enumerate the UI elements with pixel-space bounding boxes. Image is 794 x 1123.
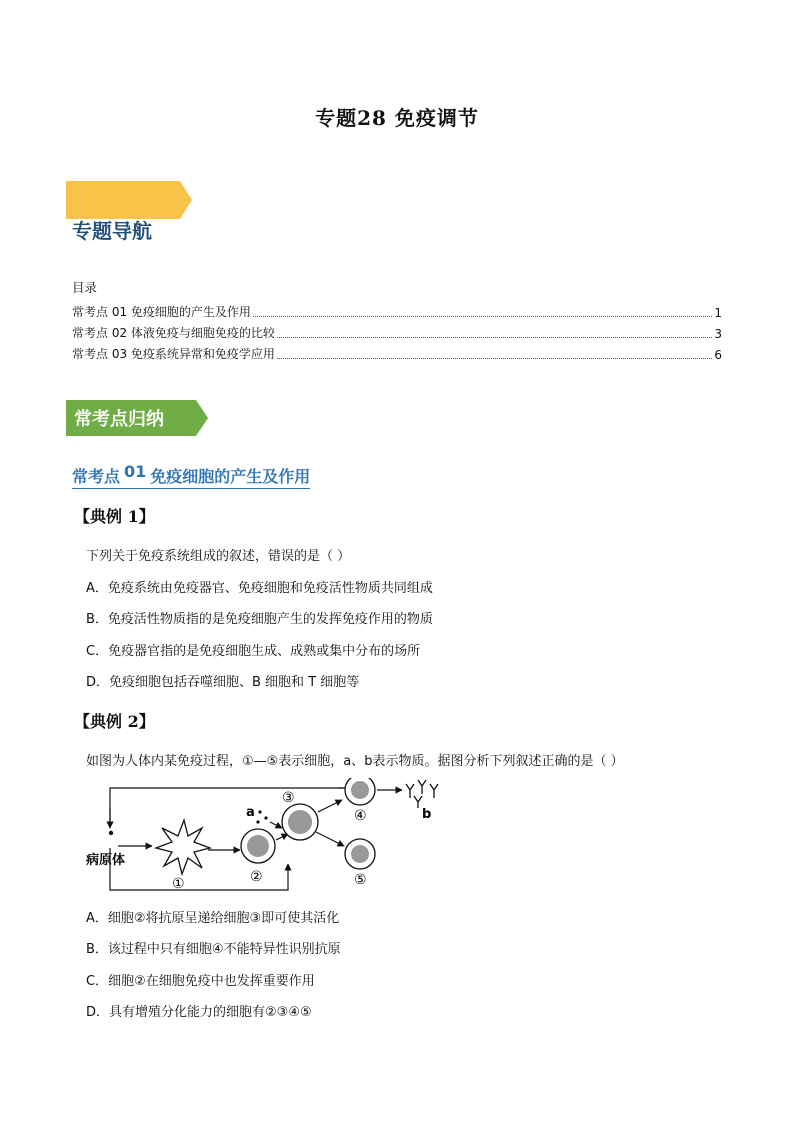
example-2-label: 【典例 2】 bbox=[74, 712, 155, 731]
cell-3-nucleus bbox=[288, 810, 312, 834]
cell-5-label: ⑤ bbox=[354, 872, 367, 888]
toc-item-page: 3 bbox=[714, 327, 722, 341]
key-point-prefix: 常考点 bbox=[72, 467, 121, 486]
cell-4-label: ④ bbox=[354, 808, 367, 824]
example-1-option-c: C．免疫器官指的是免疫细胞生成、成熟或集中分布的场所 bbox=[86, 644, 421, 659]
cell-3-label: ③ bbox=[282, 790, 295, 806]
toc-item-1[interactable] bbox=[72, 304, 722, 320]
topic-nav-banner bbox=[66, 181, 192, 219]
example-1-option-a: A．免疫系统由免疫器官、免疫细胞和免疫活性物质共同组成 bbox=[86, 581, 433, 596]
cell-2-label: ② bbox=[250, 869, 263, 885]
pathogen-label: 病原体 bbox=[86, 853, 126, 868]
example-2-option-d: D．具有增殖分化能力的细胞有②③④⑤ bbox=[86, 1005, 312, 1020]
page-title: 专题28 免疫调节 bbox=[315, 106, 479, 130]
cell-1-label: ① bbox=[172, 876, 185, 892]
cell-5-nucleus bbox=[351, 845, 369, 863]
toc-item-label: 常考点 03 免疫系统异常和免疫学应用 bbox=[72, 347, 275, 361]
example-1-option-d: D．免疫细胞包括吞噬细胞、B 细胞和 T 细胞等 bbox=[86, 675, 360, 690]
cell-2-nucleus bbox=[247, 835, 269, 857]
toc-item-label: 常考点 02 体液免疫与细胞免疫的比较 bbox=[72, 326, 275, 340]
toc-leader bbox=[277, 337, 712, 338]
arrow-cell-3-to-cell-4 bbox=[318, 800, 342, 812]
example-1-option-b: B．免疫活性物质指的是免疫细胞产生的发挥免疫作用的物质 bbox=[86, 612, 433, 627]
topic-nav-heading: 专题导航 bbox=[72, 219, 152, 243]
key-point-name: 免疫细胞的产生及作用 bbox=[150, 467, 311, 486]
pathogen-dot bbox=[109, 831, 113, 835]
toc-leader bbox=[253, 316, 712, 317]
key-point-number: 01 bbox=[124, 462, 147, 481]
substance-a-label: a bbox=[246, 805, 255, 820]
feedback-loop-lines bbox=[110, 788, 344, 890]
arrow-a-to-cell-3 bbox=[270, 822, 282, 828]
example-1-stem: 下列关于免疫系统组成的叙述，错误的是（ ） bbox=[86, 549, 351, 564]
example-2-option-b: B．该过程中只有细胞④不能特异性识别抗原 bbox=[86, 942, 341, 957]
toc-heading: 目录 bbox=[72, 280, 98, 295]
dendritic-cell-1 bbox=[156, 820, 210, 874]
example-2-stem: 如图为人体内某免疫过程，①—⑤表示细胞，a、b表示物质。据图分析下列叙述正确的是（ ） bbox=[86, 754, 624, 769]
toc-item-3[interactable] bbox=[72, 346, 722, 362]
example-2-option-c: C．细胞②在细胞免疫中也发挥重要作用 bbox=[86, 974, 315, 989]
antibody-b-shapes bbox=[406, 780, 438, 808]
substance-a-particles bbox=[256, 810, 267, 823]
substance-b-label: b bbox=[422, 807, 432, 822]
key-point-01-title bbox=[72, 464, 310, 489]
cell-4-nucleus bbox=[351, 781, 369, 799]
immune-process-diagram bbox=[84, 778, 464, 896]
toc-leader bbox=[277, 358, 712, 359]
key-points-heading: 常考点归纳 bbox=[74, 409, 164, 430]
toc-item-label: 常考点 01 免疫细胞的产生及作用 bbox=[72, 305, 251, 319]
arrow-cell-3-to-cell-5 bbox=[316, 832, 344, 846]
toc-item-2[interactable] bbox=[72, 325, 722, 341]
arrow-cell-2-to-cell-3 bbox=[276, 834, 288, 840]
toc-item-page: 6 bbox=[714, 348, 722, 362]
example-1-label: 【典例 1】 bbox=[74, 507, 155, 526]
toc-item-page: 1 bbox=[714, 306, 722, 320]
example-2-option-a: A．细胞②将抗原呈递给细胞③即可使其活化 bbox=[86, 911, 340, 926]
